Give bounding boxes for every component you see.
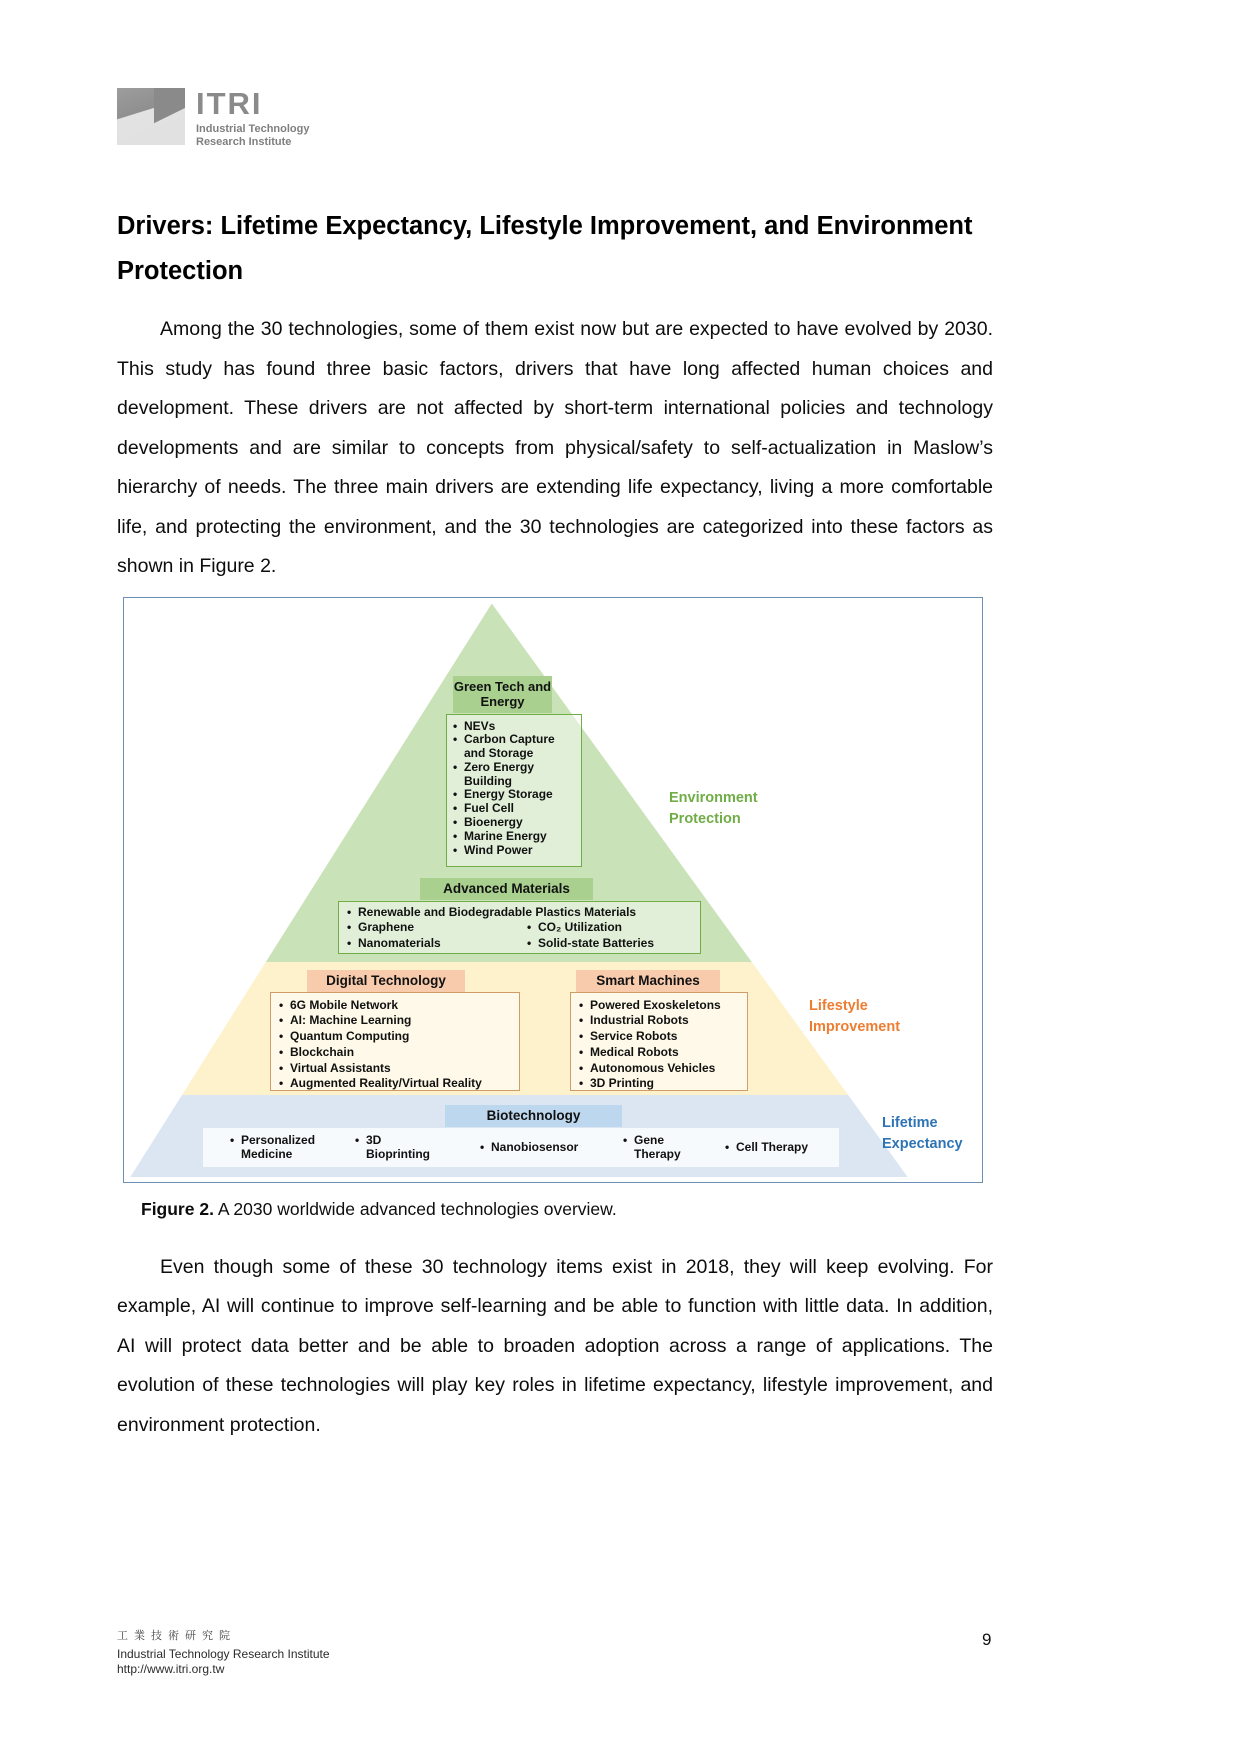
- list-item: • Energy Storage: [453, 788, 575, 802]
- smart-machines-header: Smart Machines: [576, 970, 720, 992]
- page-footer: [117, 1629, 330, 1677]
- list-item: • Cell Therapy: [725, 1140, 835, 1154]
- footer-cjk-text: 工業技術研究院: [117, 1630, 236, 1642]
- list-item: • Service Robots: [579, 1029, 739, 1045]
- list-item: • Graphene: [347, 920, 527, 936]
- figure-2-pyramid-diagram: [123, 597, 983, 1183]
- footer-url: http://www.itri.org.tw: [117, 1662, 225, 1676]
- digital-technology-box: [270, 992, 520, 1091]
- figure-caption-text: A 2030 worldwide advanced technologies overview.: [213, 1198, 617, 1219]
- smart-machines-list: [579, 998, 739, 1093]
- list-item: • Wind Power: [453, 844, 575, 858]
- logo-subtitle-line2: Research Institute: [196, 136, 292, 148]
- list-item: • Industrial Robots: [579, 1013, 739, 1029]
- list-item: • Medical Robots: [579, 1045, 739, 1061]
- figure-caption-label: Figure 2.: [141, 1198, 214, 1219]
- list-item: • Renewable and Biodegradable Plastics Materials: [347, 905, 692, 921]
- label-lifetime-expectancy: Lifetime Expectancy: [882, 1114, 963, 1152]
- digital-technology-list: [279, 998, 511, 1093]
- advanced-materials-list-full: [347, 905, 692, 921]
- itri-logo-mark: [117, 88, 185, 145]
- list-item: • Augmented Reality/Virtual Reality: [279, 1076, 511, 1092]
- green-tech-list: [453, 720, 575, 858]
- advanced-materials-list-left: [347, 920, 527, 951]
- label-lifestyle-improvement: Lifestyle Improvement: [809, 997, 901, 1035]
- list-item: • Nanomaterials: [347, 936, 527, 952]
- advanced-materials-box: [338, 901, 701, 954]
- list-item: • Gene Therapy: [623, 1133, 695, 1161]
- paragraph-intro: Among the 30 technologies, some of them exist now but are expected to have evolved by 2030. This study has found three basic factors, drivers that have long affected human choices and development. These drivers are not affected by short-term international policies and technology developments and are similar to concepts from physical/safety to self-actualization in Maslow’s hierarchy of needs. The three main drivers are extending life expectancy, living a more comfortable life, and protecting the environment, and the 30 technologies are categorized into these factors as shown in Figure 2.: [117, 318, 993, 577]
- list-item: • 3D Printing: [579, 1076, 739, 1092]
- biotechnology-header: Biotechnology: [445, 1105, 622, 1127]
- figure-caption: [141, 1199, 993, 1220]
- advanced-materials-columns: [347, 920, 692, 951]
- logo-subtitle: [196, 123, 309, 149]
- list-item: • Zero Energy Building: [453, 761, 575, 789]
- list-item: • AI: Machine Learning: [279, 1013, 511, 1029]
- paragraph-conclusion: Even though some of these 30 technology items exist in 2018, they will keep evolving. For example, AI will continue to improve self-learning and be able to function with little data. In addition, AI will protect data better and be able to broaden adoption across a range of applications. The evolution of these technologies will play key roles in lifetime expectancy, lifestyle improvement, and environment protection.: [117, 1255, 993, 1436]
- label-environment-protection: Environment Protection: [669, 789, 758, 827]
- page-title: Drivers: Lifetime Expectancy, Lifestyle Improvement, and Environment Protection: [117, 212, 973, 285]
- list-item: • Fuel Cell: [453, 802, 575, 816]
- advanced-materials-header: Advanced Materials: [420, 878, 593, 900]
- list-item: • CO₂ Utilization: [527, 920, 692, 936]
- biotechnology-strip: [203, 1128, 839, 1167]
- advanced-materials-list-right: [527, 920, 692, 951]
- list-item: • Personalized Medicine: [230, 1133, 332, 1161]
- itri-logo: [117, 88, 993, 149]
- list-item: • Powered Exoskeletons: [579, 998, 739, 1014]
- list-item: • 6G Mobile Network: [279, 998, 511, 1014]
- list-item: • Autonomous Vehicles: [579, 1061, 739, 1077]
- logo-subtitle-line1: Industrial Technology: [196, 123, 310, 135]
- list-item: • Nanobiosensor: [480, 1140, 610, 1154]
- logo-brand: ITRI: [196, 86, 263, 121]
- footer-org-name: Industrial Technology Research Institute: [117, 1647, 330, 1661]
- green-tech-header: Green Tech and Energy: [453, 676, 552, 713]
- list-item: • Blockchain: [279, 1045, 511, 1061]
- list-item: • Solid-state Batteries: [527, 936, 692, 952]
- list-item: • Marine Energy: [453, 830, 575, 844]
- list-item: • 3D Bioprinting: [355, 1133, 443, 1161]
- logo-swoosh-shape: [117, 88, 185, 145]
- digital-technology-header: Digital Technology: [307, 970, 465, 992]
- list-item: • Bioenergy: [453, 816, 575, 830]
- smart-machines-box: [570, 992, 748, 1091]
- list-item: • Carbon Capture and Storage: [453, 733, 575, 761]
- list-item: • Virtual Assistants: [279, 1061, 511, 1077]
- list-item: • NEVs: [453, 720, 575, 734]
- page-number: 9: [982, 1630, 992, 1649]
- logo-text-block: [196, 88, 309, 149]
- list-item: • Quantum Computing: [279, 1029, 511, 1045]
- green-tech-box: [446, 714, 582, 867]
